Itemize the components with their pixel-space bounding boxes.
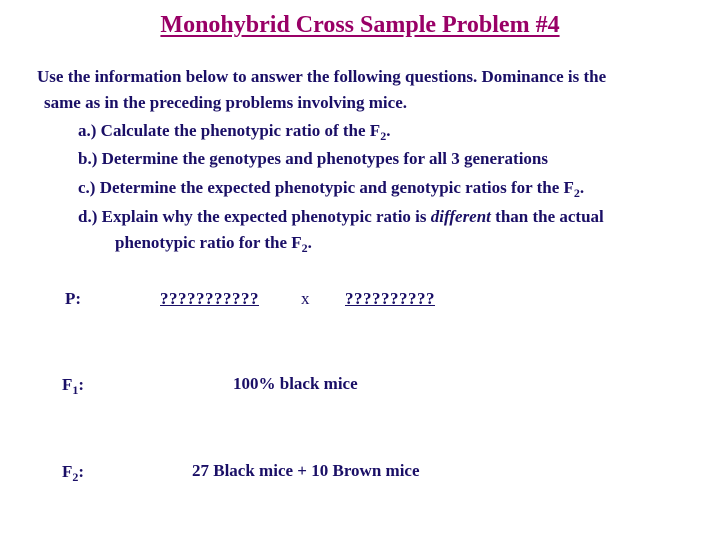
question-a-text: a.) Calculate the phenotypic ratio of the F [78, 121, 381, 140]
question-d-emphasis: different [430, 207, 491, 226]
question-a [78, 121, 390, 141]
question-c-text: c.) Determine the expected phenotypic and genotypic ratios for the F [78, 178, 574, 197]
intro-line-2: same as in the preceding problems involving mice. [44, 93, 407, 112]
f2-label-colon: : [78, 462, 85, 481]
question-d-pre: d.) Explain why the expected phenotypic ratio is [78, 207, 431, 226]
f2-label-letter: F [62, 462, 73, 481]
question-d [78, 207, 604, 227]
question-c-subscript: 2 [573, 186, 580, 200]
f2-label-subscript: 2 [72, 470, 79, 484]
question-c [78, 178, 584, 198]
question-d-line-2 [115, 233, 312, 253]
intro-line-1: Use the information below to answer the following questions. Dominance is the [37, 67, 607, 86]
f1-label-letter: F [62, 375, 73, 394]
p-generation-label: P: [65, 289, 82, 308]
question-b: b.) Determine the genotypes and phenotypes for all 3 generations [78, 149, 548, 168]
question-a-subscript: 2 [380, 129, 387, 143]
f1-result: 100% black mice [233, 374, 358, 393]
f1-label-subscript: 1 [72, 383, 79, 397]
f1-label-colon: : [78, 375, 85, 394]
question-d-post: than the actual [490, 207, 604, 226]
f1-generation-label [62, 375, 84, 395]
f2-generation-label [62, 462, 84, 482]
p-parent-2-unknown: ?????????? [345, 289, 435, 308]
p-parent-1-unknown: ??????????? [160, 289, 259, 308]
question-a-end: . [386, 121, 391, 140]
question-d-subscript: 2 [301, 241, 308, 255]
question-d-end: . [307, 233, 312, 252]
question-c-end: . [579, 178, 585, 197]
page-title: Monohybrid Cross Sample Problem #4 [160, 12, 560, 38]
cross-operator: x [301, 289, 310, 308]
question-d-line2-text: phenotypic ratio for the F [115, 233, 302, 252]
f2-result: 27 Black mice + 10 Brown mice [192, 461, 420, 480]
